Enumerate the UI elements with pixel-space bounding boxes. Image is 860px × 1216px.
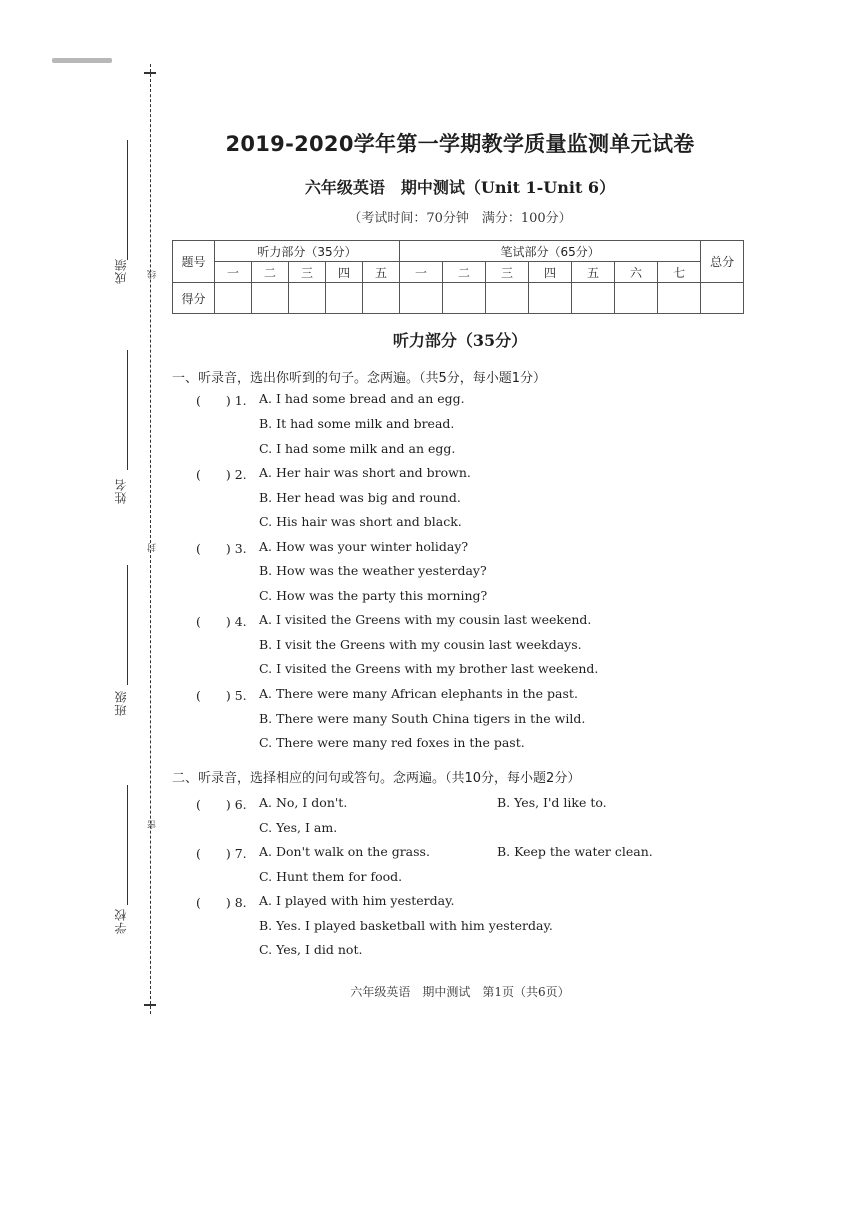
total-score-cell[interactable]	[701, 283, 744, 314]
score-cell[interactable]	[572, 283, 615, 314]
listening-col: 四	[326, 262, 363, 283]
q5-option-b: B. There were many South China tigers in the wild.	[259, 711, 586, 726]
score-cell[interactable]	[363, 283, 400, 314]
written-col: 一	[400, 262, 443, 283]
score-blank-line	[127, 140, 128, 260]
written-col: 三	[486, 262, 529, 283]
score-cell[interactable]	[615, 283, 658, 314]
q8-option-a: A. I played with him yesterday.	[259, 893, 455, 908]
q5-option-c: C. There were many red foxes in the past.	[259, 735, 525, 750]
written-col: 五	[572, 262, 615, 283]
q3-option-a: A. How was your winter holiday?	[259, 539, 469, 554]
score-cell[interactable]	[400, 283, 443, 314]
row-label-score: 得分	[173, 283, 215, 314]
exam-subtitle: 六年级英语 期中测试（Unit 1-Unit 6）	[304, 178, 616, 197]
q5-option-a: A. There were many African elephants in the past.	[259, 686, 578, 701]
answer-blank-q6[interactable]: ( ) 6.	[196, 797, 247, 812]
q3-option-c: C. How was the party this morning?	[259, 588, 488, 603]
q6-option-b: B. Yes, I'd like to.	[497, 795, 607, 810]
written-col: 四	[529, 262, 572, 283]
written-header: 笔试部分（65分）	[400, 241, 701, 262]
q1-option-b: B. It had some milk and bread.	[259, 416, 455, 431]
answer-blank-q2[interactable]: ( ) 2.	[196, 467, 247, 482]
side-label-class: 班级	[114, 690, 128, 716]
score-cell[interactable]	[252, 283, 289, 314]
total-header: 总分	[701, 241, 744, 283]
answer-blank-q1[interactable]: ( ) 1.	[196, 393, 247, 408]
written-col: 七	[658, 262, 701, 283]
score-cell[interactable]	[215, 283, 252, 314]
q8-option-c: C. Yes, I did not.	[259, 942, 363, 957]
q2-option-c: C. His hair was short and black.	[259, 514, 462, 529]
listening-section-title: 听力部分（35分）	[392, 331, 528, 350]
q6-option-c: C. Yes, I am.	[259, 820, 338, 835]
q7-option-a: A. Don't walk on the grass.	[259, 844, 430, 859]
binding-mark-xian: 线	[148, 270, 158, 279]
q7-option-c: C. Hunt them for food.	[259, 869, 403, 884]
side-label-school: 学校	[114, 908, 128, 934]
name-blank-line	[127, 350, 128, 470]
q4-option-a: A. I visited the Greens with my cousin last weekend.	[259, 612, 592, 627]
answer-blank-q7[interactable]: ( ) 7.	[196, 846, 247, 861]
binding-bottom-tick	[144, 1004, 156, 1006]
side-label-score: 成绩	[114, 258, 128, 284]
answer-blank-q4[interactable]: ( ) 4.	[196, 614, 247, 629]
class-blank-line	[127, 565, 128, 685]
side-label-name: 姓名	[114, 478, 128, 504]
part1-instruction: 一、听录音，选出你听到的句子。念两遍。（共5分，每小题1分）	[172, 371, 547, 386]
score-cell[interactable]	[326, 283, 363, 314]
listening-col: 三	[289, 262, 326, 283]
score-cell[interactable]	[529, 283, 572, 314]
q3-option-b: B. How was the weather yesterday?	[259, 563, 487, 578]
listening-col: 二	[252, 262, 289, 283]
q1-option-a: A. I had some bread and an egg.	[259, 391, 465, 406]
scan-artifact	[52, 58, 112, 63]
q4-option-c: C. I visited the Greens with my brother last weekend.	[259, 661, 599, 676]
q2-option-a: A. Her hair was short and brown.	[259, 465, 471, 480]
q4-option-b: B. I visit the Greens with my cousin last weekdays.	[259, 637, 582, 652]
part2-instruction: 二、听录音，选择相应的问句或答句。念两遍。（共10分，每小题2分）	[172, 771, 581, 786]
row-label-number: 题号	[173, 241, 215, 283]
listening-header: 听力部分（35分）	[215, 241, 400, 262]
written-col: 二	[443, 262, 486, 283]
listening-col: 五	[363, 262, 400, 283]
exam-meta: （考试时间：70分钟 满分：100分）	[348, 211, 572, 226]
score-cell[interactable]	[658, 283, 701, 314]
q6-option-a: A. No, I don't.	[259, 795, 348, 810]
q2-option-b: B. Her head was big and round.	[259, 490, 461, 505]
q1-option-c: C. I had some milk and an egg.	[259, 441, 456, 456]
answer-blank-q8[interactable]: ( ) 8.	[196, 895, 247, 910]
binding-mark-feng: 封	[148, 543, 158, 552]
school-blank-line	[127, 785, 128, 905]
listening-col: 一	[215, 262, 252, 283]
score-table	[172, 240, 744, 314]
q8-option-b: B. Yes. I played basketball with him yesterday.	[259, 918, 553, 933]
answer-blank-q5[interactable]: ( ) 5.	[196, 688, 247, 703]
written-col: 六	[615, 262, 658, 283]
score-cell[interactable]	[486, 283, 529, 314]
q7-option-b: B. Keep the water clean.	[497, 844, 653, 859]
binding-top-tick	[144, 72, 156, 74]
score-cell[interactable]	[443, 283, 486, 314]
exam-title: 2019-2020学年第一学期教学质量监测单元试卷	[225, 132, 695, 156]
binding-mark-mi: 密	[148, 820, 158, 829]
score-cell[interactable]	[289, 283, 326, 314]
answer-blank-q3[interactable]: ( ) 3.	[196, 541, 247, 556]
page-footer: 六年级英语 期中测试 第1页（共6页）	[350, 985, 570, 999]
